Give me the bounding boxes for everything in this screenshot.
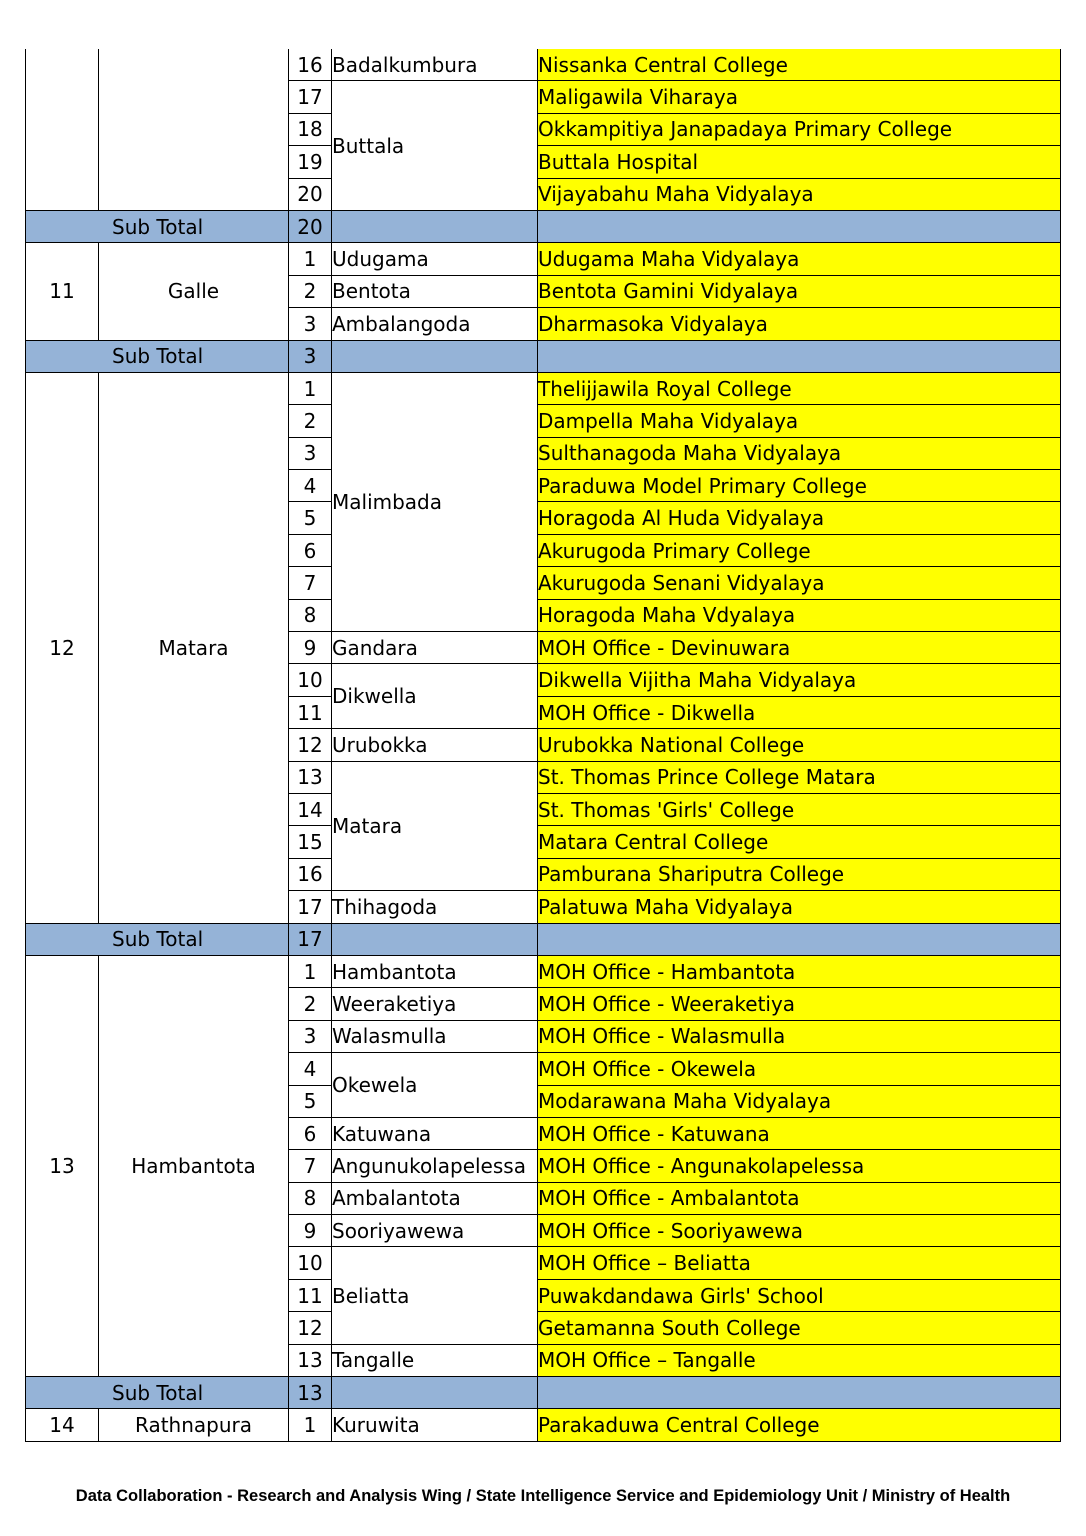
moh-area: Bentota — [332, 275, 538, 307]
subtotal-row — [26, 923, 1061, 955]
vaccination-center: MOH Office - Sooriyawewa — [538, 1215, 1061, 1247]
moh-area: Badalkumbura — [332, 49, 538, 81]
subtotal-empty-cell — [538, 1377, 1061, 1409]
vaccination-center: MOH Office - Weeraketiya — [538, 988, 1061, 1020]
center-index: 16 — [289, 49, 332, 81]
center-index: 7 — [289, 1150, 332, 1182]
vaccination-center: MOH Office – Beliatta — [538, 1247, 1061, 1279]
vaccination-center: St. Thomas 'Girls' College — [538, 793, 1061, 825]
vaccination-center: Dikwella Vijitha Maha Vidyalaya — [538, 664, 1061, 696]
center-index: 19 — [289, 146, 332, 178]
subtotal-count: 20 — [289, 210, 332, 242]
district-name: Matara — [99, 372, 289, 923]
vaccination-center: Sulthanagoda Maha Vidyalaya — [538, 437, 1061, 469]
center-index: 7 — [289, 567, 332, 599]
vaccination-center: MOH Office – Tangalle — [538, 1344, 1061, 1376]
center-index: 18 — [289, 113, 332, 145]
moh-area: Katuwana — [332, 1117, 538, 1149]
subtotal-row — [26, 210, 1061, 242]
subtotal-empty-cell — [332, 923, 538, 955]
vaccination-center: Udugama Maha Vidyalaya — [538, 243, 1061, 275]
district-number: 14 — [26, 1409, 99, 1441]
moh-area: Matara — [332, 761, 538, 891]
moh-area: Tangalle — [332, 1344, 538, 1376]
footer-credits: Data Collaboration - Research and Analysis Wing / State Intelligence Service and Epidemiology Unit / Ministry of Health — [75, 1487, 1011, 1505]
moh-area: Weeraketiya — [332, 988, 538, 1020]
moh-area: Walasmulla — [332, 1020, 538, 1052]
center-index: 11 — [289, 696, 332, 728]
vaccination-center: Thelijjawila Royal College — [538, 372, 1061, 404]
vaccination-center: Matara Central College — [538, 826, 1061, 858]
district-name: Galle — [99, 243, 289, 340]
center-index: 13 — [289, 1344, 332, 1376]
vaccination-center: Dharmasoka Vidyalaya — [538, 308, 1061, 340]
subtotal-label: Sub Total — [26, 923, 289, 955]
district-name: Rathnapura — [99, 1409, 289, 1441]
center-index: 3 — [289, 437, 332, 469]
center-index: 1 — [289, 372, 332, 404]
vaccination-center: St. Thomas Prince College Matara — [538, 761, 1061, 793]
vaccination-center: Modarawana Maha Vidyalaya — [538, 1085, 1061, 1117]
center-index: 6 — [289, 534, 332, 566]
moh-area: Okewela — [332, 1053, 538, 1118]
vaccination-center: Okkampitiya Janapadaya Primary College — [538, 113, 1061, 145]
subtotal-count: 17 — [289, 923, 332, 955]
subtotal-empty-cell — [538, 340, 1061, 372]
center-index: 17 — [289, 81, 332, 113]
vaccination-center: MOH Office - Dikwella — [538, 696, 1061, 728]
center-index: 4 — [289, 1053, 332, 1085]
center-index: 20 — [289, 178, 332, 210]
center-index: 10 — [289, 664, 332, 696]
center-index: 1 — [289, 1409, 332, 1441]
vaccination-center: Parakaduwa Central College — [538, 1409, 1061, 1441]
moh-area: Udugama — [332, 243, 538, 275]
center-index: 12 — [289, 1312, 332, 1344]
vaccination-center: Nissanka Central College — [538, 49, 1061, 81]
district-name: Hambantota — [99, 955, 289, 1376]
vaccination-center: MOH Office - Katuwana — [538, 1117, 1061, 1149]
subtotal-row — [26, 340, 1061, 372]
vaccination-center: Akurugoda Senani Vidyalaya — [538, 567, 1061, 599]
center-index: 8 — [289, 1182, 332, 1214]
table-row — [26, 1409, 1061, 1441]
vaccination-center: MOH Office - Devinuwara — [538, 632, 1061, 664]
moh-area: Urubokka — [332, 729, 538, 761]
center-index: 11 — [289, 1279, 332, 1311]
center-index: 4 — [289, 470, 332, 502]
table-row — [26, 243, 1061, 275]
subtotal-empty-cell — [332, 1377, 538, 1409]
subtotal-count: 3 — [289, 340, 332, 372]
vaccination-center: MOH Office - Okewela — [538, 1053, 1061, 1085]
center-index: 3 — [289, 1020, 332, 1052]
vaccination-center: MOH Office - Angunakolapelessa — [538, 1150, 1061, 1182]
center-index: 2 — [289, 405, 332, 437]
center-index: 13 — [289, 761, 332, 793]
center-index: 6 — [289, 1117, 332, 1149]
subtotal-row — [26, 1377, 1061, 1409]
vaccination-center: MOH Office - Hambantota — [538, 955, 1061, 987]
center-index: 2 — [289, 988, 332, 1020]
moh-area: Ambalangoda — [332, 308, 538, 340]
moh-area: Beliatta — [332, 1247, 538, 1344]
subtotal-count: 13 — [289, 1377, 332, 1409]
subtotal-label: Sub Total — [26, 210, 289, 242]
center-index: 14 — [289, 793, 332, 825]
vaccination-center: Maligawila Viharaya — [538, 81, 1061, 113]
vaccination-center: Paraduwa Model Primary College — [538, 470, 1061, 502]
vaccination-center: MOH Office - Walasmulla — [538, 1020, 1061, 1052]
subtotal-empty-cell — [538, 210, 1061, 242]
center-index: 1 — [289, 243, 332, 275]
vaccination-center: Horagoda Maha Vdyalaya — [538, 599, 1061, 631]
subtotal-label: Sub Total — [26, 340, 289, 372]
vaccination-center: Akurugoda Primary College — [538, 534, 1061, 566]
center-index: 5 — [289, 1085, 332, 1117]
moh-area: Malimbada — [332, 372, 538, 631]
vaccination-center: Buttala Hospital — [538, 146, 1061, 178]
vaccination-center: Bentota Gamini Vidyalaya — [538, 275, 1061, 307]
table-row — [26, 372, 1061, 404]
subtotal-label: Sub Total — [26, 1377, 289, 1409]
moh-area: Ambalantota — [332, 1182, 538, 1214]
moh-area: Gandara — [332, 632, 538, 664]
table-row — [26, 49, 1061, 81]
center-index: 17 — [289, 891, 332, 923]
center-index: 2 — [289, 275, 332, 307]
center-index: 15 — [289, 826, 332, 858]
district-number-cell — [26, 49, 99, 210]
moh-area: Buttala — [332, 81, 538, 211]
vaccination-center: Dampella Maha Vidyalaya — [538, 405, 1061, 437]
vaccination-center: Urubokka National College — [538, 729, 1061, 761]
center-index: 12 — [289, 729, 332, 761]
center-index: 10 — [289, 1247, 332, 1279]
moh-area: Sooriyawewa — [332, 1215, 538, 1247]
center-index: 9 — [289, 632, 332, 664]
center-index: 8 — [289, 599, 332, 631]
center-index: 3 — [289, 308, 332, 340]
district-number: 11 — [26, 243, 99, 340]
vaccination-center: Palatuwa Maha Vidyalaya — [538, 891, 1061, 923]
center-index: 1 — [289, 955, 332, 987]
center-index: 9 — [289, 1215, 332, 1247]
moh-area: Dikwella — [332, 664, 538, 729]
moh-area: Angunukolapelessa — [332, 1150, 538, 1182]
center-index: 5 — [289, 502, 332, 534]
vaccination-center: Horagoda Al Huda Vidyalaya — [538, 502, 1061, 534]
center-index: 16 — [289, 858, 332, 890]
vaccination-center: Puwakdandawa Girls' School — [538, 1279, 1061, 1311]
vaccination-center: MOH Office - Ambalantota — [538, 1182, 1061, 1214]
vaccination-center: Vijayabahu Maha Vidyalaya — [538, 178, 1061, 210]
moh-area: Hambantota — [332, 955, 538, 987]
subtotal-empty-cell — [332, 210, 538, 242]
vaccination-center: Pamburana Shariputra College — [538, 858, 1061, 890]
district-name-cell — [99, 49, 289, 210]
moh-area: Kuruwita — [332, 1409, 538, 1441]
vaccination-centers-table — [25, 49, 1061, 1442]
district-number: 12 — [26, 372, 99, 923]
vaccination-center: Getamanna South College — [538, 1312, 1061, 1344]
subtotal-empty-cell — [332, 340, 538, 372]
table-row — [26, 955, 1061, 987]
district-number: 13 — [26, 955, 99, 1376]
moh-area: Thihagoda — [332, 891, 538, 923]
subtotal-empty-cell — [538, 923, 1061, 955]
